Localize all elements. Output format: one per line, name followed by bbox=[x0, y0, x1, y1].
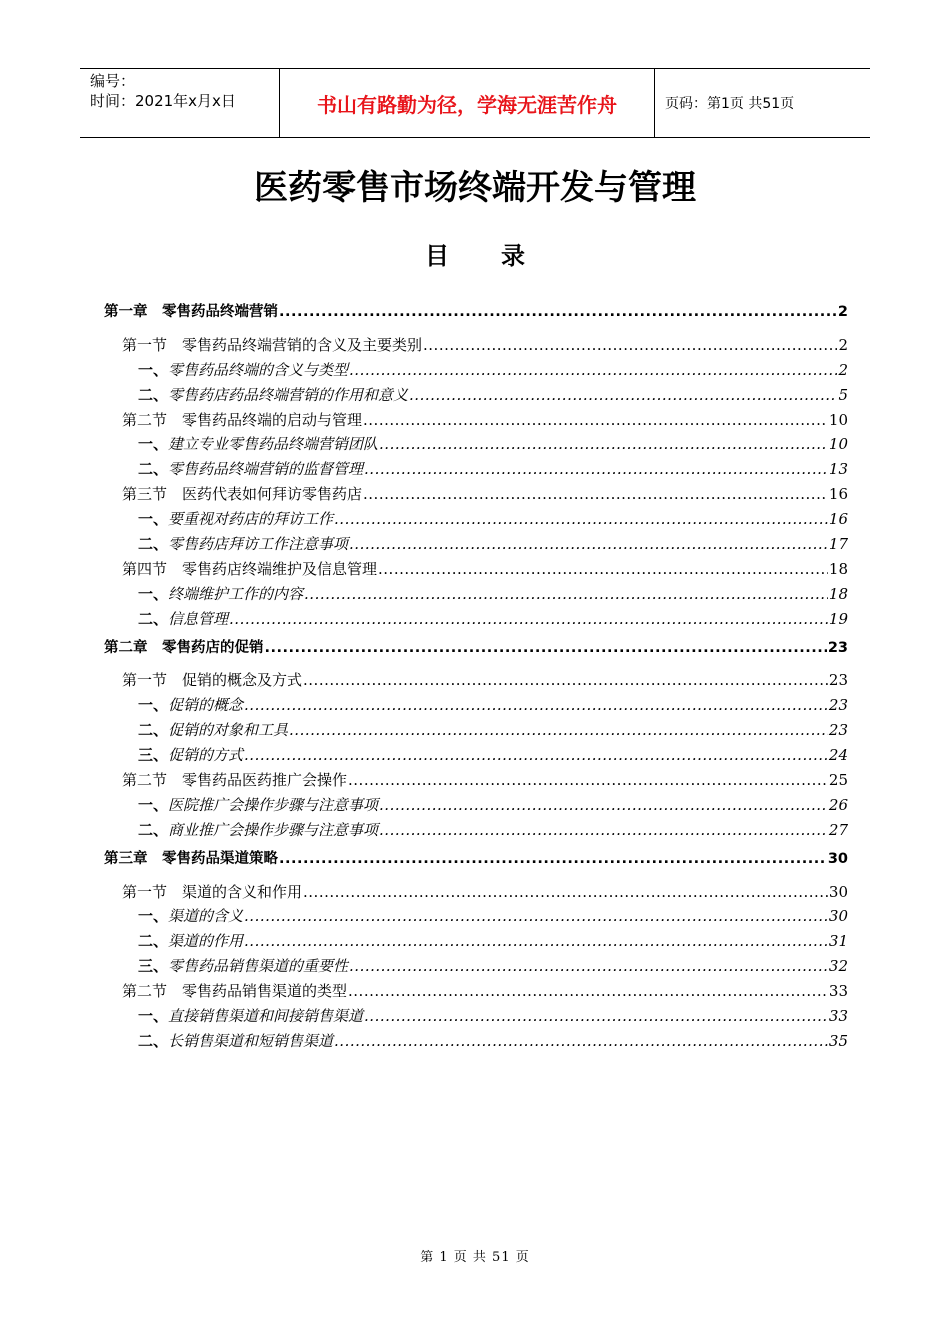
toc-entry-number: 一、 bbox=[138, 360, 169, 379]
toc-entry-section[interactable] bbox=[104, 668, 848, 693]
toc-entry-sub[interactable] bbox=[104, 507, 848, 532]
toc-entry-label bbox=[138, 954, 348, 979]
toc-entry-text: 零售药品终端的含义与类型 bbox=[168, 360, 349, 379]
header-meta bbox=[80, 69, 280, 137]
toc-entry-number: 三、 bbox=[138, 957, 169, 976]
toc-entry-number: 一、 bbox=[138, 584, 169, 603]
toc-dot-leader bbox=[334, 507, 828, 532]
toc-entry-sub[interactable] bbox=[104, 793, 848, 818]
toc-entry-sub[interactable] bbox=[104, 358, 848, 383]
toc-entry-number: 二、 bbox=[138, 932, 169, 951]
toc-entry-sub[interactable] bbox=[104, 904, 848, 929]
toc-entry-number: 二、 bbox=[138, 609, 169, 628]
toc-entry-page: 33 bbox=[828, 1007, 848, 1026]
toc-entry-label bbox=[122, 880, 302, 905]
toc-entry-label bbox=[104, 300, 278, 325]
toc-entry-text: 长销售渠道和短销售渠道 bbox=[168, 1031, 334, 1050]
toc-entry-label bbox=[138, 1029, 333, 1054]
toc-entry-text: 第三章 零售药品渠道策略 bbox=[104, 850, 278, 867]
toc-dot-leader bbox=[244, 904, 828, 929]
toc-entry-text: 商业推广会操作步骤与注意事项 bbox=[168, 820, 379, 839]
toc-entry-sub[interactable] bbox=[104, 954, 848, 979]
toc-entry-number: 二、 bbox=[138, 721, 169, 740]
toc-entry-text: 零售药店药品终端营销的作用和意义 bbox=[168, 385, 409, 404]
toc-entry-text: 渠道的含义 bbox=[168, 907, 244, 926]
toc-entry-label bbox=[122, 979, 347, 1004]
toc-dot-leader bbox=[229, 607, 828, 632]
toc-entry-label bbox=[122, 668, 302, 693]
toc-entry-text: 第一节 渠道的含义和作用 bbox=[122, 882, 303, 901]
toc-entry-number: 三、 bbox=[138, 746, 169, 765]
toc-entry-section[interactable] bbox=[104, 408, 848, 433]
toc-entry-label bbox=[138, 532, 348, 557]
toc-entry-text: 零售药店拜访工作注意事项 bbox=[168, 535, 349, 554]
toc-entry-label bbox=[138, 457, 363, 482]
toc-entry-label bbox=[104, 636, 264, 661]
toc-dot-leader bbox=[244, 743, 828, 768]
toc-entry-number: 一、 bbox=[138, 696, 169, 715]
toc-entry-page: 18 bbox=[828, 559, 848, 578]
toc-entry-page: 33 bbox=[828, 982, 848, 1001]
toc-entry-label bbox=[138, 904, 243, 929]
toc-entry-number: 二、 bbox=[138, 460, 169, 479]
toc-entry-page: 32 bbox=[828, 957, 848, 976]
toc-entry-section[interactable] bbox=[104, 880, 848, 905]
toc-entry-label bbox=[138, 1004, 363, 1029]
toc-entry-page: 30 bbox=[828, 907, 848, 926]
toc-entry-text: 第一节 促销的概念及方式 bbox=[122, 671, 303, 690]
toc-entry-section[interactable] bbox=[104, 482, 848, 507]
toc-entry-number: 二、 bbox=[138, 820, 169, 839]
toc-dot-leader bbox=[279, 300, 837, 325]
toc-dot-leader bbox=[304, 582, 828, 607]
toc-dot-leader bbox=[378, 557, 828, 582]
toc-dot-leader bbox=[409, 383, 837, 408]
toc-entry-sub[interactable] bbox=[104, 607, 848, 632]
toc-entry-page: 19 bbox=[828, 609, 848, 628]
toc-entry-label bbox=[122, 408, 362, 433]
toc-entry-chapter[interactable] bbox=[104, 847, 848, 872]
toc-entry-label bbox=[138, 383, 408, 408]
toc-entry-text: 第一节 零售药品终端营销的含义及主要类别 bbox=[122, 335, 423, 354]
document-header bbox=[80, 68, 870, 138]
toc-entry-page: 30 bbox=[827, 850, 848, 867]
toc-entry-section[interactable] bbox=[104, 333, 848, 358]
toc-entry-page: 23 bbox=[828, 671, 848, 690]
toc-entry-label bbox=[104, 847, 278, 872]
toc-entry-page: 16 bbox=[828, 510, 848, 529]
toc-entry-page: 23 bbox=[827, 639, 848, 656]
toc-entry-page: 31 bbox=[828, 932, 848, 951]
toc-entry-label bbox=[122, 768, 347, 793]
toc-entry-text: 第四节 零售药店终端维护及信息管理 bbox=[122, 559, 378, 578]
toc-entry-page: 17 bbox=[828, 535, 848, 554]
toc-entry-sub[interactable] bbox=[104, 457, 848, 482]
toc-dot-leader bbox=[244, 693, 828, 718]
toc-entry-page: 2 bbox=[838, 360, 848, 379]
toc-dot-leader bbox=[349, 532, 828, 557]
toc-entry-text: 促销的概念 bbox=[168, 696, 244, 715]
toc-entry-number: 一、 bbox=[138, 435, 169, 454]
toc-entry-text: 第一章 零售药品终端营销 bbox=[104, 304, 278, 320]
toc-entry-label bbox=[138, 607, 228, 632]
document-number-label: 编号： bbox=[90, 72, 136, 90]
toc-entry-text: 第三节 医药代表如何拜访零售药店 bbox=[122, 485, 363, 504]
toc-entry-number: 一、 bbox=[138, 510, 169, 529]
header-page-info: 页码：第1页 共51页 bbox=[665, 96, 795, 112]
page-footer: 第 1 页 共 51 页 bbox=[420, 1250, 530, 1265]
toc-dot-leader bbox=[379, 793, 828, 818]
toc-entry-page: 23 bbox=[828, 721, 848, 740]
toc-entry-section[interactable] bbox=[104, 557, 848, 582]
toc-entry-text: 信息管理 bbox=[168, 609, 229, 628]
toc-entry-text: 零售药品终端营销的监督管理 bbox=[168, 460, 364, 479]
toc-entry-page: 18 bbox=[828, 584, 848, 603]
toc-entry-text: 建立专业零售药品终端营销团队 bbox=[168, 435, 379, 454]
toc-entry-label bbox=[138, 793, 378, 818]
toc-entry-text: 要重视对药店的拜访工作 bbox=[168, 510, 334, 529]
toc-entry-page: 2 bbox=[837, 304, 848, 320]
toc-entry-sub[interactable] bbox=[104, 743, 848, 768]
toc-dot-leader bbox=[364, 457, 828, 482]
toc-entry-sub[interactable] bbox=[104, 718, 848, 743]
toc-dot-leader bbox=[289, 718, 828, 743]
toc-dot-leader bbox=[303, 880, 828, 905]
toc-entry-page: 30 bbox=[828, 882, 848, 901]
toc-entry-number: 二、 bbox=[138, 1031, 169, 1050]
toc-dot-leader bbox=[334, 1029, 828, 1054]
toc-entry-label bbox=[138, 432, 378, 457]
table-of-contents bbox=[104, 300, 848, 1054]
toc-entry-sub[interactable] bbox=[104, 582, 848, 607]
toc-entry-text: 零售药品销售渠道的重要性 bbox=[168, 957, 349, 976]
toc-entry-label bbox=[138, 693, 243, 718]
toc-entry-number: 一、 bbox=[138, 1007, 169, 1026]
toc-dot-leader bbox=[349, 954, 828, 979]
toc-entry-label bbox=[138, 358, 348, 383]
toc-entry-number: 二、 bbox=[138, 535, 169, 554]
toc-dot-leader bbox=[379, 432, 828, 457]
toc-entry-number: 一、 bbox=[138, 907, 169, 926]
toc-entry-page: 2 bbox=[838, 335, 848, 354]
toc-entry-label bbox=[138, 507, 333, 532]
toc-entry-label bbox=[138, 743, 243, 768]
toc-entry-sub[interactable] bbox=[104, 532, 848, 557]
toc-entry-label bbox=[122, 557, 377, 582]
toc-entry-page: 10 bbox=[828, 410, 848, 429]
document-date-label: 时间：2021年x月x日 bbox=[90, 92, 236, 110]
toc-entry-text: 第二节 零售药品销售渠道的类型 bbox=[122, 982, 348, 1001]
toc-entry-sub[interactable] bbox=[104, 929, 848, 954]
toc-entry-label bbox=[138, 718, 288, 743]
toc-dot-leader bbox=[279, 847, 827, 872]
toc-entry-sub[interactable] bbox=[104, 383, 848, 408]
toc-entry-label bbox=[138, 818, 378, 843]
toc-entry-text: 促销的对象和工具 bbox=[168, 721, 289, 740]
toc-entry-text: 渠道的作用 bbox=[168, 932, 244, 951]
toc-entry-chapter[interactable] bbox=[104, 300, 848, 325]
toc-entry-label bbox=[138, 582, 303, 607]
toc-entry-page: 13 bbox=[828, 460, 848, 479]
toc-entry-label bbox=[122, 482, 362, 507]
toc-entry-page: 25 bbox=[828, 771, 848, 790]
toc-dot-leader bbox=[423, 333, 837, 358]
toc-entry-label bbox=[122, 333, 422, 358]
toc-dot-leader bbox=[379, 818, 828, 843]
document-title: 医药零售市场终端开发与管理 bbox=[254, 168, 696, 208]
toc-entry-text: 第二节 零售药品医药推广会操作 bbox=[122, 771, 348, 790]
toc-dot-leader bbox=[363, 408, 828, 433]
toc-entry-page: 26 bbox=[828, 795, 848, 814]
toc-dot-leader bbox=[349, 358, 837, 383]
toc-dot-leader bbox=[348, 768, 828, 793]
toc-entry-sub[interactable] bbox=[104, 1029, 848, 1054]
toc-entry-page: 24 bbox=[828, 746, 848, 765]
toc-heading: 目录 bbox=[425, 241, 577, 270]
toc-entry-sub[interactable] bbox=[104, 693, 848, 718]
toc-entry-page: 35 bbox=[828, 1031, 848, 1050]
toc-entry-section[interactable] bbox=[104, 979, 848, 1004]
toc-entry-page: 5 bbox=[838, 385, 848, 404]
toc-entry-text: 终端维护工作的内容 bbox=[168, 584, 304, 603]
toc-entry-text: 第二节 零售药品终端的启动与管理 bbox=[122, 410, 363, 429]
toc-entry-number: 二、 bbox=[138, 385, 169, 404]
toc-entry-text: 第二章 零售药店的促销 bbox=[104, 639, 264, 656]
toc-entry-page: 27 bbox=[828, 820, 848, 839]
toc-entry-text: 直接销售渠道和间接销售渠道 bbox=[168, 1007, 364, 1026]
toc-dot-leader bbox=[364, 1004, 828, 1029]
toc-entry-sub[interactable] bbox=[104, 432, 848, 457]
toc-entry-page: 10 bbox=[828, 435, 848, 454]
header-motto: 书山有路勤为径，学海无涯苦作舟 bbox=[280, 69, 655, 137]
toc-entry-text: 促销的方式 bbox=[168, 746, 244, 765]
toc-entry-page: 16 bbox=[828, 485, 848, 504]
toc-dot-leader bbox=[348, 979, 828, 1004]
toc-entry-label bbox=[138, 929, 243, 954]
toc-dot-leader bbox=[363, 482, 828, 507]
toc-entry-sub[interactable] bbox=[104, 818, 848, 843]
toc-entry-page: 23 bbox=[828, 696, 848, 715]
toc-entry-sub[interactable] bbox=[104, 1004, 848, 1029]
toc-dot-leader bbox=[265, 636, 827, 661]
toc-entry-text: 医院推广会操作步骤与注意事项 bbox=[168, 795, 379, 814]
toc-dot-leader bbox=[244, 929, 828, 954]
toc-entry-chapter[interactable] bbox=[104, 636, 848, 661]
toc-dot-leader bbox=[303, 668, 828, 693]
toc-entry-number: 一、 bbox=[138, 795, 169, 814]
toc-entry-section[interactable] bbox=[104, 768, 848, 793]
